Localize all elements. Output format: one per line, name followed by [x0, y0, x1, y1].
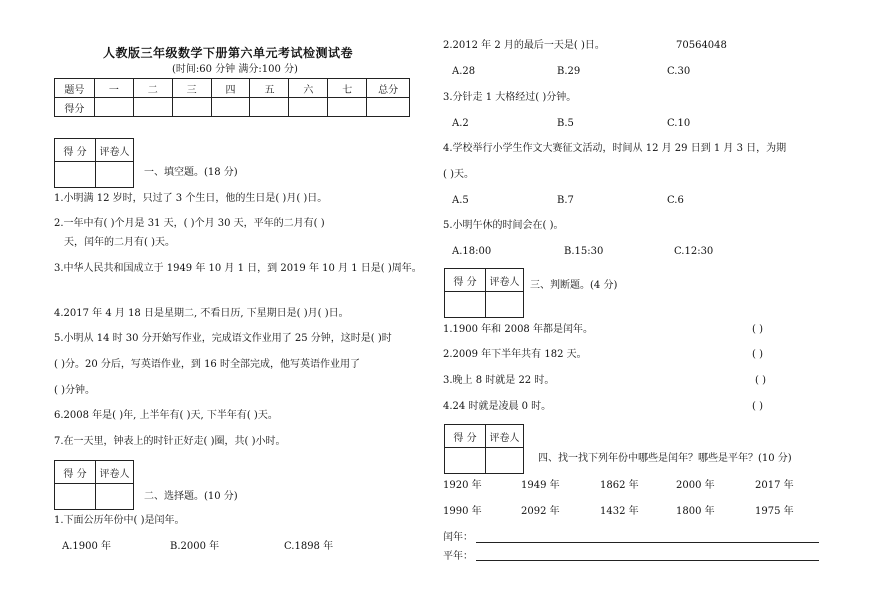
score-cell: 七 [328, 79, 367, 98]
year-item: 1432 年 [600, 506, 639, 517]
score-cell: 题号 [55, 79, 95, 98]
judge-question-4: 4.24 时就是凌晨 0 时。 [443, 401, 552, 412]
fill-question-5-cont2: ( )分钟。 [54, 385, 95, 396]
year-item: 2017 年 [755, 480, 794, 491]
grader-score-cell[interactable] [445, 292, 486, 318]
judge-question-3: 3.晚上 8 时就是 22 时。 [443, 375, 555, 386]
leap-year-answer-line[interactable] [476, 542, 819, 543]
grader-reviewer-cell[interactable] [96, 162, 134, 188]
fill-question-2: 2.一年中有( )个月是 31 天，( )个月 30 天，平年的二月有( ) [54, 218, 325, 229]
year-item: 2000 年 [676, 480, 715, 491]
judge-answer-4[interactable]: ( ) [752, 401, 763, 412]
question-2-note: 70564048 [676, 40, 727, 51]
grader-reviewer-label: 评卷人 [96, 139, 134, 162]
year-item: 1990 年 [443, 506, 482, 517]
choice-option: C.30 [667, 66, 691, 77]
grader-box [54, 138, 134, 188]
grader-score-label: 得 分 [445, 269, 486, 292]
leap-year-label: 闰年： [443, 532, 473, 543]
fill-question-6: 6.2008 年是( )年, 上半年有( )天, 下半年有( )天。 [54, 410, 278, 421]
choice-question-1: 1.下面公历年份中( )是闰年。 [54, 515, 185, 526]
score-cell: 二 [133, 79, 172, 98]
choice-option: A.18:00 [452, 246, 492, 257]
judge-answer-1[interactable]: ( ) [752, 324, 763, 335]
score-table-header-row [55, 79, 410, 98]
score-input-cell[interactable] [328, 98, 367, 117]
judge-question-1: 1.1900 年和 2008 年都是闰年。 [443, 324, 593, 335]
score-input-cell[interactable] [172, 98, 211, 117]
section-4-title: 四、找一找下列年份中哪些是闰年？哪些是平年？(10 分) [538, 453, 792, 464]
page-subtitle: (时间:60 分钟 满分:100 分) [172, 64, 298, 75]
grader-reviewer-cell[interactable] [486, 292, 524, 318]
fill-question-2-cont: 天，闰年的二月有( )天。 [64, 237, 175, 248]
score-input-cell[interactable] [133, 98, 172, 117]
judge-answer-2[interactable]: ( ) [752, 349, 763, 360]
score-cell: 六 [289, 79, 328, 98]
grader-reviewer-cell[interactable] [96, 484, 134, 510]
score-table [54, 78, 410, 117]
grader-box [54, 460, 134, 510]
grader-reviewer-label: 评卷人 [486, 269, 524, 292]
score-input-cell[interactable] [250, 98, 289, 117]
score-input-cell[interactable] [367, 98, 410, 117]
grader-reviewer-cell[interactable] [486, 448, 524, 474]
score-cell: 总分 [367, 79, 410, 98]
section-1-title: 一、填空题。(18 分) [144, 167, 238, 178]
choice-option: A.1900 年 [62, 541, 112, 552]
choice-option: B.15:30 [564, 246, 604, 257]
choice-option: A.28 [452, 66, 476, 77]
page-title: 人教版三年级数学下册第六单元考试检测试卷 [103, 46, 354, 60]
grader-score-cell[interactable] [55, 484, 96, 510]
year-item: 1800 年 [676, 506, 715, 517]
choice-option: B.7 [557, 195, 574, 206]
choice-option: C.12:30 [674, 246, 714, 257]
score-input-cell[interactable] [211, 98, 250, 117]
choice-question-2: 2.2012 年 2 月的最后一天是( )日。 [443, 40, 605, 51]
judge-question-2: 2.2009 年下半年共有 182 天。 [443, 349, 587, 360]
section-3-title: 三、判断题。(4 分) [530, 280, 618, 291]
choice-question-5: 5.小明午休的时间会在( )。 [443, 220, 564, 231]
choice-option: B.29 [557, 66, 581, 77]
score-cell: 三 [172, 79, 211, 98]
common-year-label: 平年： [443, 551, 473, 562]
score-cell: 五 [250, 79, 289, 98]
score-table-score-row [55, 98, 410, 117]
grader-score-label: 得 分 [55, 139, 96, 162]
choice-option: B.5 [557, 118, 574, 129]
choice-option: B.2000 年 [170, 541, 220, 552]
year-item: 1975 年 [755, 506, 794, 517]
grader-score-label: 得 分 [445, 425, 486, 448]
fill-question-1: 1.小明满 12 岁时，只过了 3 个生日，他的生日是( )月( )日。 [54, 193, 328, 204]
year-item: 2092 年 [521, 506, 560, 517]
grader-box [444, 424, 524, 474]
grader-score-label: 得 分 [55, 461, 96, 484]
grader-reviewer-label: 评卷人 [486, 425, 524, 448]
score-cell: 得分 [55, 98, 95, 117]
judge-answer-3[interactable]: ( ) [755, 375, 766, 386]
fill-question-7: 7.在一天里，钟表上的时针正好走( )圈，共( )小时。 [54, 436, 286, 447]
year-item: 1862 年 [600, 480, 639, 491]
score-input-cell[interactable] [289, 98, 328, 117]
year-item: 1949 年 [521, 480, 560, 491]
fill-question-4: 4.2017 年 4 月 18 日是星期二, 不看日历, 下星期日是( )月( )日。 [54, 308, 349, 319]
score-input-cell[interactable] [94, 98, 133, 117]
choice-question-4-cont: ( )天。 [443, 169, 474, 180]
grader-box [444, 268, 524, 318]
choice-option: C.1898 年 [284, 541, 334, 552]
score-cell: 一 [94, 79, 133, 98]
choice-option: C.6 [667, 195, 684, 206]
grader-score-cell[interactable] [55, 162, 96, 188]
score-cell: 四 [211, 79, 250, 98]
fill-question-5: 5.小明从 14 时 30 分开始写作业，完成语文作业用了 25 分钟，这时是( )时 [54, 333, 392, 344]
year-item: 1920 年 [443, 480, 482, 491]
choice-option: A.5 [452, 195, 469, 206]
choice-question-4: 4.学校举行小学生作文大赛征文活动，时间从 12 月 29 日到 1 月 3 日，为期 [443, 143, 787, 154]
choice-question-3: 3.分针走 1 大格经过( )分钟。 [443, 92, 577, 103]
fill-question-3: 3.中华人民共和国成立于 1949 年 10 月 1 日，到 2019 年 10 月 1 日是( )周年。 [54, 263, 422, 274]
section-2-title: 二、选择题。(10 分) [144, 491, 238, 502]
grader-score-cell[interactable] [445, 448, 486, 474]
grader-reviewer-label: 评卷人 [96, 461, 134, 484]
choice-option: C.10 [667, 118, 691, 129]
fill-question-5-cont: ( )分。20 分后，写英语作业，到 16 时全部完成，他写英语作业用了 [54, 359, 360, 370]
common-year-answer-line[interactable] [476, 560, 819, 561]
choice-option: A.2 [452, 118, 469, 129]
